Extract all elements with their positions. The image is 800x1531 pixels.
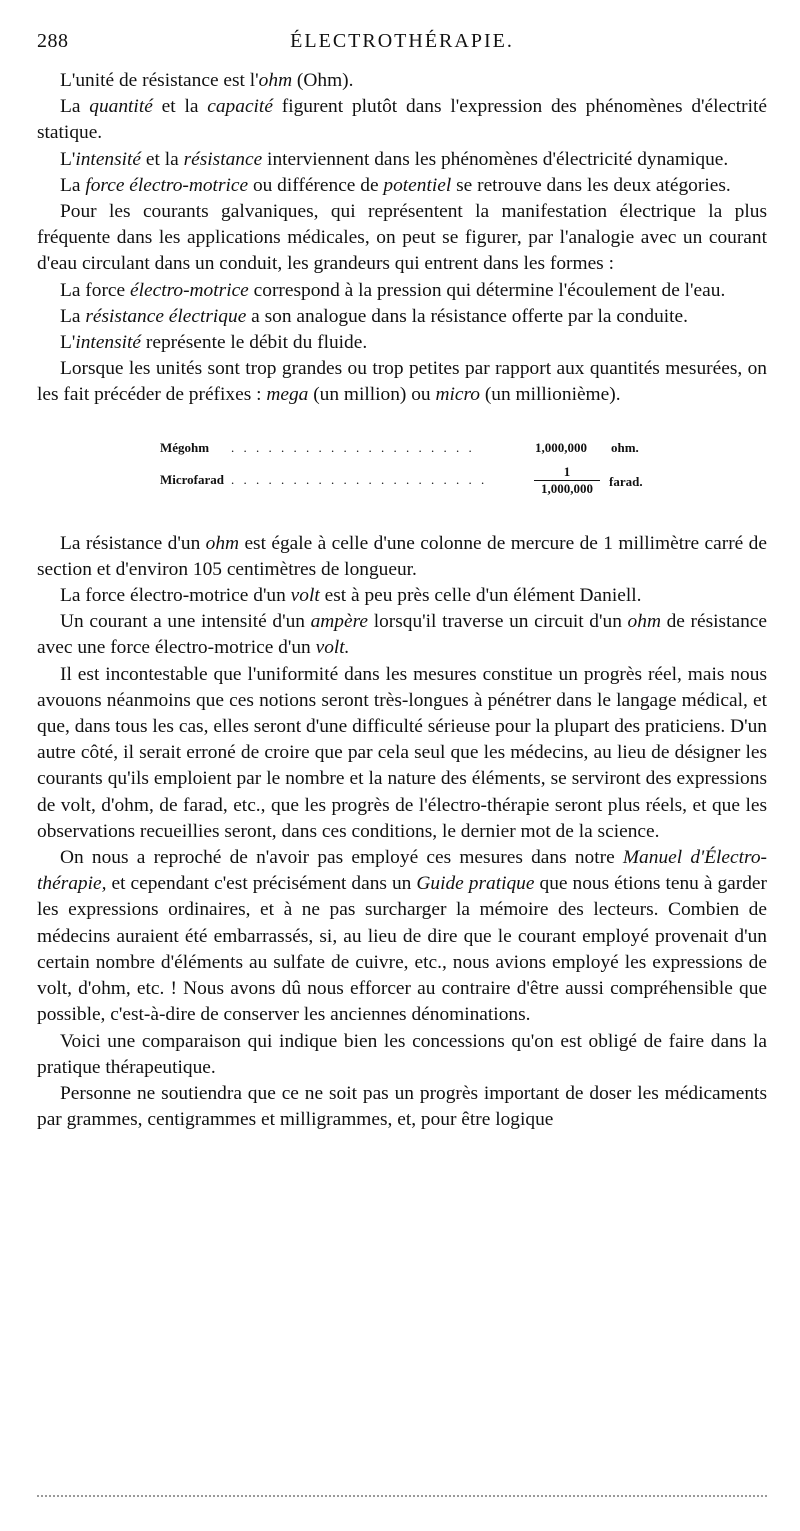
text-run: que nous étions tenu à garder les expressions ordinaires, et à ne pas surcharger la mémoire des lecteurs. Combien de médecins auraient été embarrassés, si, au lieu de dire que le courant employé provenait d'un certain nombre d'éléments au sulfate de cuivre, etc., nous avions employé les expressions de volt, d'ohm, etc. ! Nous avons dû nous efforcer au contraire d'être aussi compréhensible que possible, c'est-à-dire de conserver les anciennes dénominations. xyxy=(37,873,767,1026)
paragraph xyxy=(37,278,767,304)
text-run: est égale à celle d'une colonne de mercure de 1 millimètre carré de section et d'environ 105 centimètres de longueur. xyxy=(37,532,767,580)
text-run: (un millionième). xyxy=(480,384,621,406)
text-run: Personne ne soutiendra que ce ne soit pas un progrès important de doser les médicaments par grammes, centigrammes et milligrammes, et, pour être logique xyxy=(37,1082,767,1131)
units-table xyxy=(37,435,767,495)
text-run: et cependant c'est précisément dans un xyxy=(106,873,417,895)
italic-term: volt xyxy=(290,585,320,607)
text-run: La résistance d'un xyxy=(60,532,206,554)
unit-label: Microfarad xyxy=(160,471,225,487)
italic-term: ohm xyxy=(258,70,293,91)
unit-label: Mégohm xyxy=(160,439,210,455)
paragraph xyxy=(37,583,767,609)
paragraph xyxy=(37,1081,767,1133)
italic-term: mega xyxy=(266,384,309,406)
paragraph xyxy=(37,662,767,845)
italic-term: capacité xyxy=(207,96,273,118)
text-run: La xyxy=(60,305,86,327)
italic-term: ampère xyxy=(310,611,369,633)
unit-value: 1,000,000 xyxy=(535,439,587,455)
text-run: La force xyxy=(60,279,130,301)
italic-term: quantité xyxy=(89,96,153,118)
italic-term: résistance xyxy=(183,148,263,170)
italic-term: résistance électrique xyxy=(85,305,247,327)
text-run: La force électro-motrice d'un xyxy=(60,585,291,607)
text-run: L'unité de résistance est l' xyxy=(60,70,259,91)
paragraphs-after-table xyxy=(37,531,767,1134)
paragraph xyxy=(37,531,767,583)
italic-term: intensité xyxy=(75,332,142,354)
text-run: Il est incontestable que l'uniformité dans les mesures constitue un progrès réel, mais nous avouons néanmoins que ces notions seront très-longues à pénétrer dans le langage médical, et que, dans tous les cas, elles seront d'une difficulté sérieuse pour la plupart des praticiens. D'un autre côté, il serait erroné de croire que par cela seul que les médecins, au lieu de désigner les courants qu'ils emploient par le nombre et la nature des éléments, se serviront des expressions de volt, d'ohm, de farad, etc., que les progrès de l'électro-thérapie seront plus réels, et que les observations recueillies seront, dans ces conditions, le dernier mot de la science. xyxy=(37,663,767,842)
units-row-megohm xyxy=(37,435,767,465)
text-run: Pour les courants galvaniques, qui représentent la manifestation électrique la plus fréquente dans les applications médicales, on peut se figurer, par l'analogie avec un courant d'eau circulant dans un conduit, les grandeurs qui entrent dans les formes : xyxy=(37,201,767,275)
italic-term: Guide pratique xyxy=(416,873,535,895)
fraction-denominator: 1,000,000 xyxy=(541,480,593,496)
units-row-microfarad xyxy=(37,465,767,495)
italic-term: électro-motrice xyxy=(129,279,249,301)
text-run: se retrouve dans les deux atégories. xyxy=(451,174,731,196)
italic-term: force électro-motrice xyxy=(85,174,249,196)
text-run: ou différence de xyxy=(248,174,384,196)
text-run: et la xyxy=(141,148,184,170)
running-title: ÉLECTROTHÉRAPIE. xyxy=(290,30,514,52)
text-run: (Ohm). xyxy=(292,70,354,91)
fraction-numerator: 1 xyxy=(534,465,600,481)
italic-term: ohm xyxy=(205,532,240,554)
text-run: On nous a reproché de n'avoir pas employé ces mesures dans notre xyxy=(60,847,623,869)
italic-term: micro xyxy=(435,384,480,406)
page-number: 288 xyxy=(37,30,69,52)
fraction xyxy=(534,465,600,496)
text-run: est à peu près celle d'un élément Daniell. xyxy=(319,585,642,607)
paragraph xyxy=(37,199,767,278)
text-run: Lorsque les unités sont trop grandes ou trop petites par rapport aux quantités mesurées, on les fait précéder de préfixes : xyxy=(37,358,767,406)
footer-dotted-rule xyxy=(37,1495,767,1497)
page-header xyxy=(37,30,767,60)
text-run: La xyxy=(60,96,90,118)
italic-term: intensité xyxy=(75,148,142,170)
paragraph xyxy=(37,68,767,94)
paragraph xyxy=(37,304,767,330)
text-run: figurent plutôt dans l'expression des phénomènes d'électrité statique. xyxy=(37,96,767,144)
paragraph xyxy=(37,845,767,1028)
italic-term: ohm xyxy=(627,611,661,633)
paragraph xyxy=(37,147,767,173)
leader-dots: . . . . . . . . . . . . . . . . . . . . xyxy=(231,439,475,455)
text-run: et la xyxy=(152,96,208,118)
italic-term: potentiel xyxy=(383,174,452,196)
text-run: correspond à la pression qui détermine l'écoulement de l'eau. xyxy=(248,279,726,301)
paragraph xyxy=(37,356,767,408)
text-run: L' xyxy=(60,332,76,354)
text-run: interviennent dans les phénomènes d'électricité dynamique. xyxy=(262,148,729,170)
paragraph xyxy=(37,94,767,146)
unit-name: ohm. xyxy=(611,439,639,455)
paragraph xyxy=(37,609,767,661)
paragraphs-before-table xyxy=(37,68,767,409)
italic-term: volt. xyxy=(315,637,350,659)
paragraph xyxy=(37,330,767,356)
italic-term: Manuel d'Électro-thérapie, xyxy=(37,847,768,895)
text-run: La xyxy=(60,174,86,196)
leader-dots: . . . . . . . . . . . . . . . . . . . . . xyxy=(231,471,488,487)
text-run: de résistance avec une force électro-motrice d'un xyxy=(37,611,767,659)
text-run: (un million) ou xyxy=(308,384,436,406)
text-run: lorsqu'il traverse un circuit d'un xyxy=(368,611,628,633)
unit-name: farad. xyxy=(609,473,643,489)
text-run: L' xyxy=(60,148,76,170)
text-run: Un courant a une intensité d'un xyxy=(60,611,311,633)
text-run: Voici une comparaison qui indique bien les concessions qu'on est obligé de faire dans la pratique thérapeutique. xyxy=(37,1030,767,1078)
text-run: représente le débit du fluide. xyxy=(141,332,368,354)
paragraph xyxy=(37,173,767,199)
page-body xyxy=(37,68,767,1133)
text-run: a son analogue dans la résistance offerte par la conduite. xyxy=(246,305,688,327)
paragraph xyxy=(37,1029,767,1081)
